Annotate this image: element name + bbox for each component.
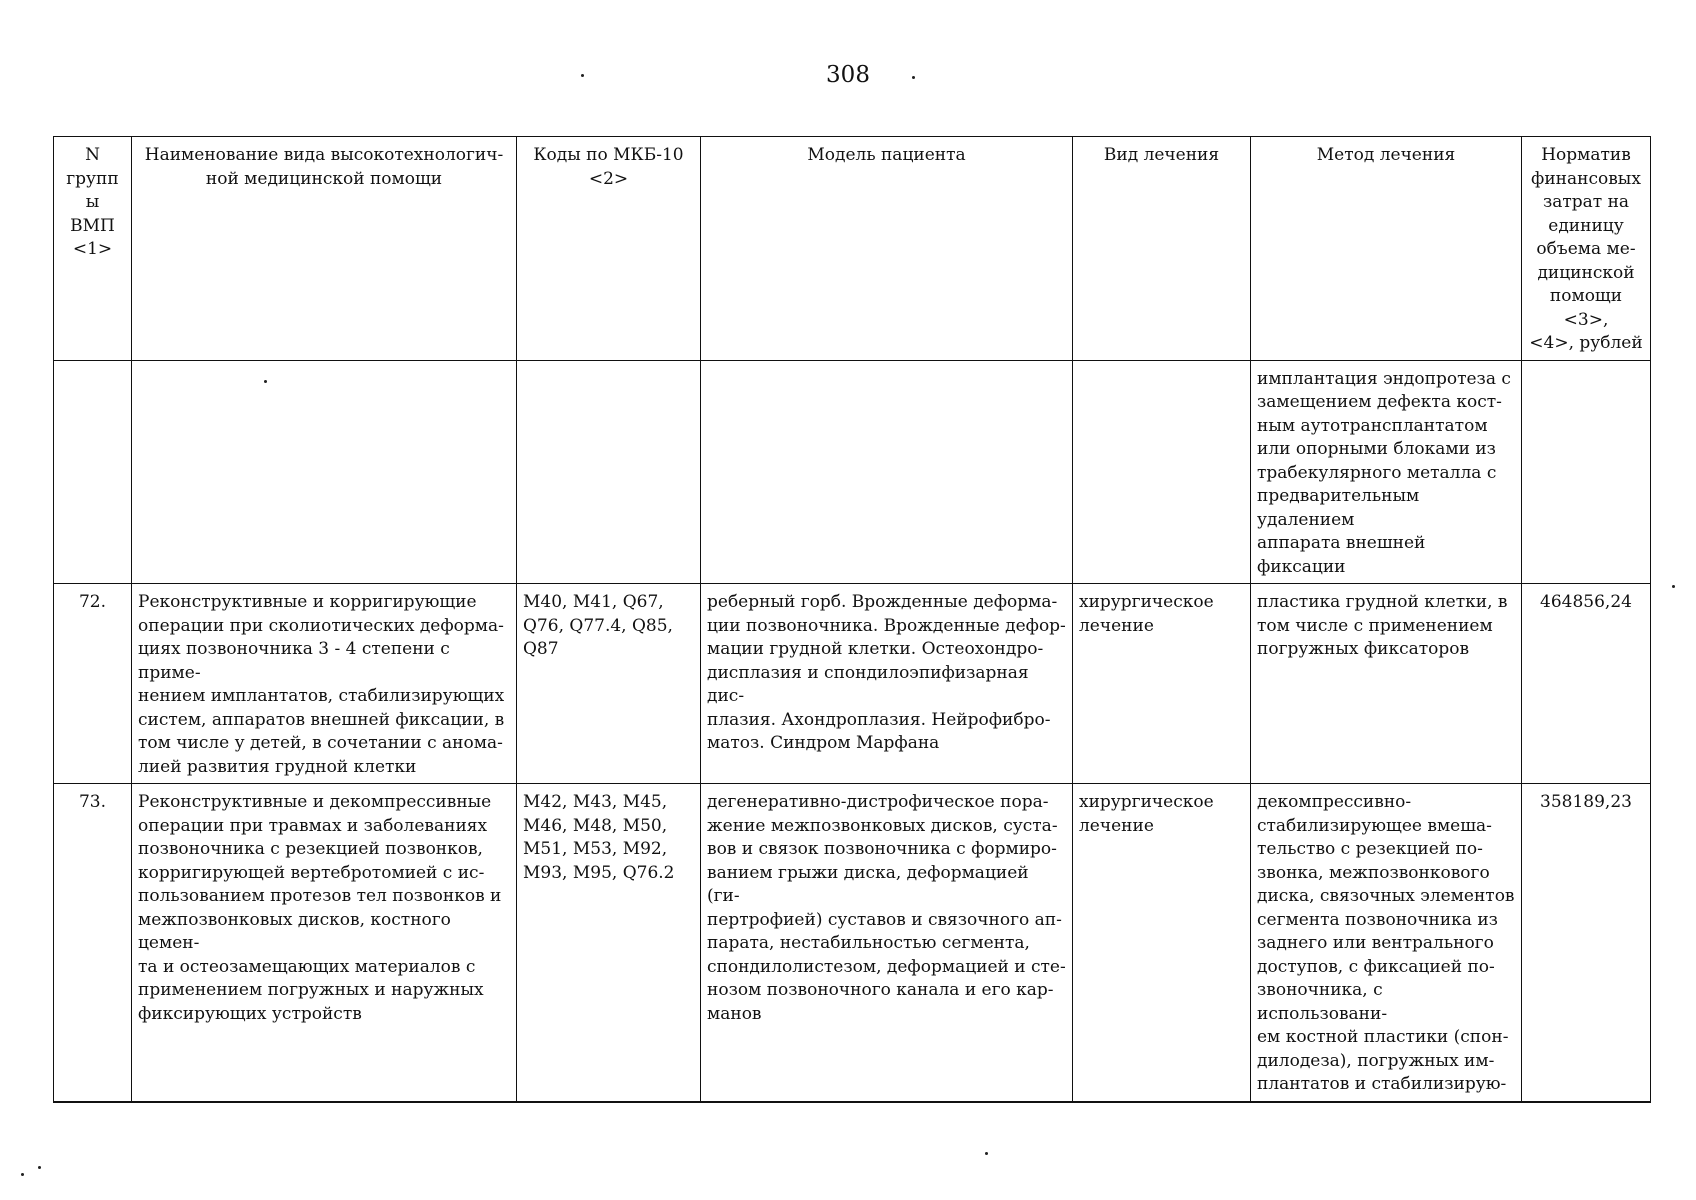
cell-patient-model: реберный горб. Врожденные деформа- ции позвоночника. Врожденные дефор- мации грудной клетки. Остеохондро- дисплазия и спондилоэпифизарная дис- плазия. Ахондроплазия. Нейрофибро- матоз. Синдром Марфана xyxy=(701,584,1073,784)
header-patient-model: Модель пациента xyxy=(701,137,1073,361)
scan-speck xyxy=(985,1152,988,1155)
header-icd-codes: Коды по МКБ-10 <2> xyxy=(517,137,701,361)
cell-cost-norm: 358189,23 xyxy=(1522,784,1651,1102)
header-treatment-method: Метод лечения xyxy=(1251,137,1522,361)
cell-care-name xyxy=(132,360,517,584)
vmp-table xyxy=(53,136,1651,1103)
table-row xyxy=(54,360,1651,584)
cell-icd-codes: M40, M41, Q67, Q76, Q77.4, Q85, Q87 xyxy=(517,584,701,784)
page-number: 308 xyxy=(826,62,870,88)
cell-icd-codes xyxy=(517,360,701,584)
table-row xyxy=(54,784,1651,1102)
cell-icd-codes: M42, M43, M45, M46, M48, M50, M51, M53, M92, M93, M95, Q76.2 xyxy=(517,784,701,1102)
cell-treatment-type xyxy=(1073,360,1251,584)
cell-cost-norm xyxy=(1522,360,1651,584)
cell-treatment-type: хирургическое лечение xyxy=(1073,584,1251,784)
scan-speck xyxy=(1672,585,1675,588)
scan-speck xyxy=(912,76,915,79)
scan-speck xyxy=(264,380,267,383)
cell-patient-model xyxy=(701,360,1073,584)
header-cost-norm: Норматив финансовых затрат на единицу объема ме- дицинской помощи <3>, <4>, рублей xyxy=(1522,137,1651,361)
table-header-row xyxy=(54,137,1651,361)
cell-treatment-method: пластика грудной клетки, в том числе с применением погружных фиксаторов xyxy=(1251,584,1522,784)
cell-group-number: 73. xyxy=(54,784,132,1102)
cell-treatment-method: имплантация эндопротеза с замещением дефекта кост- ным аутотрансплантатом или опорными блоками из трабекулярного металла с предварительным удалением аппарата внешней фиксации xyxy=(1251,360,1522,584)
cell-care-name: Реконструктивные и декомпрессивные операции при травмах и заболеваниях позвоночника с резекцией позвонков, корригирующей вертебротомией с ис- пользованием протезов тел позвонков и межпозвонковых дисков, костного цемен- та и остеозамещающих материалов с применением погружных и наружных фиксирующих устройств xyxy=(132,784,517,1102)
cell-treatment-type: хирургическое лечение xyxy=(1073,784,1251,1102)
cell-treatment-method: декомпрессивно- стабилизирующее вмеша- тельство с резекцией по- звонка, межпозвонкового диска, связочных элементов сегмента позвоночника из заднего или вентрального доступов, с фиксацией по- звоночника, с использовани- ем костной пластики (спон- дилодеза), погружных им- плантатов и стабилизирую- xyxy=(1251,784,1522,1102)
cell-group-number: 72. xyxy=(54,584,132,784)
cell-group-number xyxy=(54,360,132,584)
header-care-name: Наименование вида высокотехнологич- ной медицинской помощи xyxy=(132,137,517,361)
header-group-number: N группы ВМП <1> xyxy=(54,137,132,361)
scan-speck xyxy=(21,1173,24,1176)
cell-cost-norm: 464856,24 xyxy=(1522,584,1651,784)
scan-speck xyxy=(38,1166,41,1169)
table-row xyxy=(54,584,1651,784)
scan-speck xyxy=(581,74,584,77)
cell-patient-model: дегенеративно-дистрофическое пора- жение межпозвонковых дисков, суста- вов и связок позвоночника с формиро- ванием грыжи диска, деформацией (ги- пертрофией) суставов и связочного ап- парата, нестабильностью сегмента, спондилолистезом, деформацией и сте- нозом позвоночного канала и его кар- манов xyxy=(701,784,1073,1102)
header-treatment-type: Вид лечения xyxy=(1073,137,1251,361)
cell-care-name: Реконструктивные и корригирующие операции при сколиотических деформа- циях позвоночника 3 - 4 степени с приме- нением имплантатов, стабилизирующих систем, аппаратов внешней фиксации, в том числе у детей, в сочетании с анома- лией развития грудной клетки xyxy=(132,584,517,784)
